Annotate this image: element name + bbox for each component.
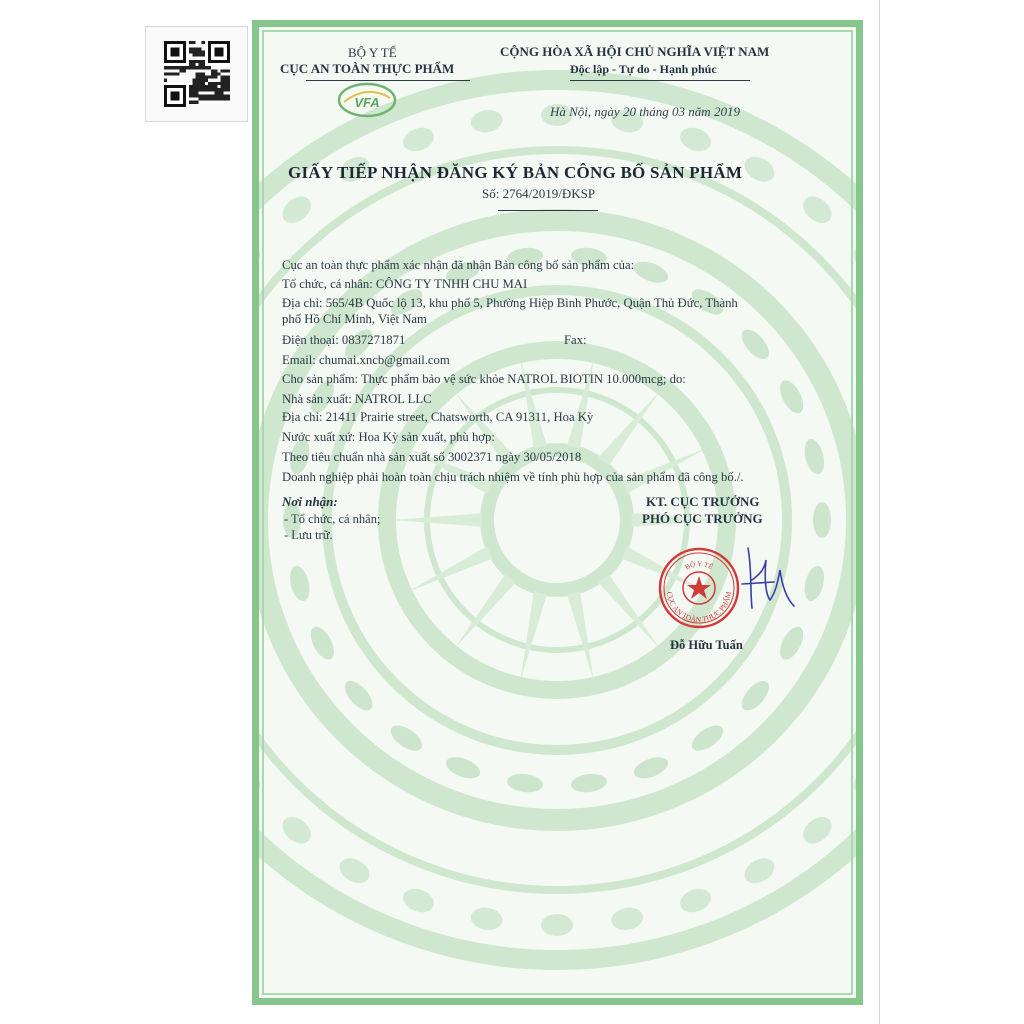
body-line-product: Cho sản phẩm: Thực phẩm bảo vệ sức khỏe NATROL BIOTIN 10.000mcg; do: bbox=[282, 372, 686, 386]
official-stamp bbox=[657, 546, 741, 630]
signer-position: PHÓ CỤC TRƯỞNG bbox=[642, 511, 763, 526]
body-line-manufacturer: Nhà sản xuất: NATROL LLC bbox=[282, 392, 432, 406]
fax-label: Fax: bbox=[564, 333, 587, 347]
header-rule-right bbox=[570, 80, 750, 81]
body-line-email: Email: chumai.xncb@gmail.com bbox=[282, 353, 450, 367]
number-rule bbox=[498, 210, 598, 211]
body-line: Cục an toàn thực phẩm xác nhận đã nhận Bản công bố sản phẩm của: bbox=[282, 258, 635, 272]
signer-name: Đỗ Hữu Tuấn bbox=[670, 638, 743, 652]
svg-text:CỤC AN TOÀN THỰC PHẨM: CỤC AN TOÀN THỰC PHẨM bbox=[664, 590, 734, 625]
body-line-standard: Theo tiêu chuẩn nhà sản xuất số 3002371 ngày 30/05/2018 bbox=[282, 450, 582, 464]
recipient-item: - Lưu trữ. bbox=[284, 528, 333, 542]
qr-code-image bbox=[164, 41, 230, 107]
agency-name: CỤC AN TOÀN THỰC PHẨM bbox=[280, 61, 455, 76]
ministry-name: BỘ Y TẾ bbox=[348, 45, 397, 60]
body-line-phone: Điện thoại: 0837271871 bbox=[282, 333, 406, 347]
certificate bbox=[252, 20, 863, 1005]
vfa-logo bbox=[336, 80, 398, 118]
qr-code bbox=[145, 26, 248, 122]
svg-text:VFA: VFA bbox=[354, 95, 380, 110]
svg-text:BỘ Y TẾ: BỘ Y TẾ bbox=[683, 559, 715, 572]
republic-name: CỘNG HÒA XÃ HỘI CHỦ NGHĨA VIỆT NAM bbox=[500, 44, 770, 59]
body-line-address-cont: phố Hồ Chí Minh, Việt Nam bbox=[282, 312, 427, 326]
body-line-manufacturer-address: Địa chỉ: 21411 Prairie street, Chatsworth, CA 91311, Hoa Kỳ bbox=[282, 410, 594, 424]
handwritten-signature bbox=[734, 540, 804, 620]
document-number: Số: 2764/2019/ĐKSP bbox=[482, 186, 596, 201]
place-date: Hà Nội, ngày 20 tháng 03 năm 2019 bbox=[550, 104, 740, 119]
body-line-address: Địa chỉ: 565/4B Quốc lộ 13, khu phố 5, Phường Hiệp Bình Phước, Quận Thủ Đức, Thành bbox=[282, 296, 738, 310]
body-line-organization: Tổ chức, cá nhân: CÔNG TY TNHH CHU MAI bbox=[282, 277, 528, 291]
signer-title: KT. CỤC TRƯỞNG bbox=[646, 494, 760, 509]
body-line-origin: Nước xuất xứ: Hoa Kỳ sản xuất, phù hợp: bbox=[282, 430, 495, 444]
document-title: GIẤY TIẾP NHẬN ĐĂNG KÝ BẢN CÔNG BỐ SẢN PHẨM bbox=[288, 163, 743, 182]
body-line-responsibility: Doanh nghiệp phải hoàn toàn chịu trách nhiệm về tính phù hợp của sản phẩm đã công bố./. bbox=[282, 470, 744, 484]
recipients-title: Nơi nhận: bbox=[282, 494, 338, 509]
recipient-item: - Tổ chức, cá nhân; bbox=[284, 512, 381, 526]
national-motto: Độc lập - Tự do - Hạnh phúc bbox=[570, 62, 717, 76]
